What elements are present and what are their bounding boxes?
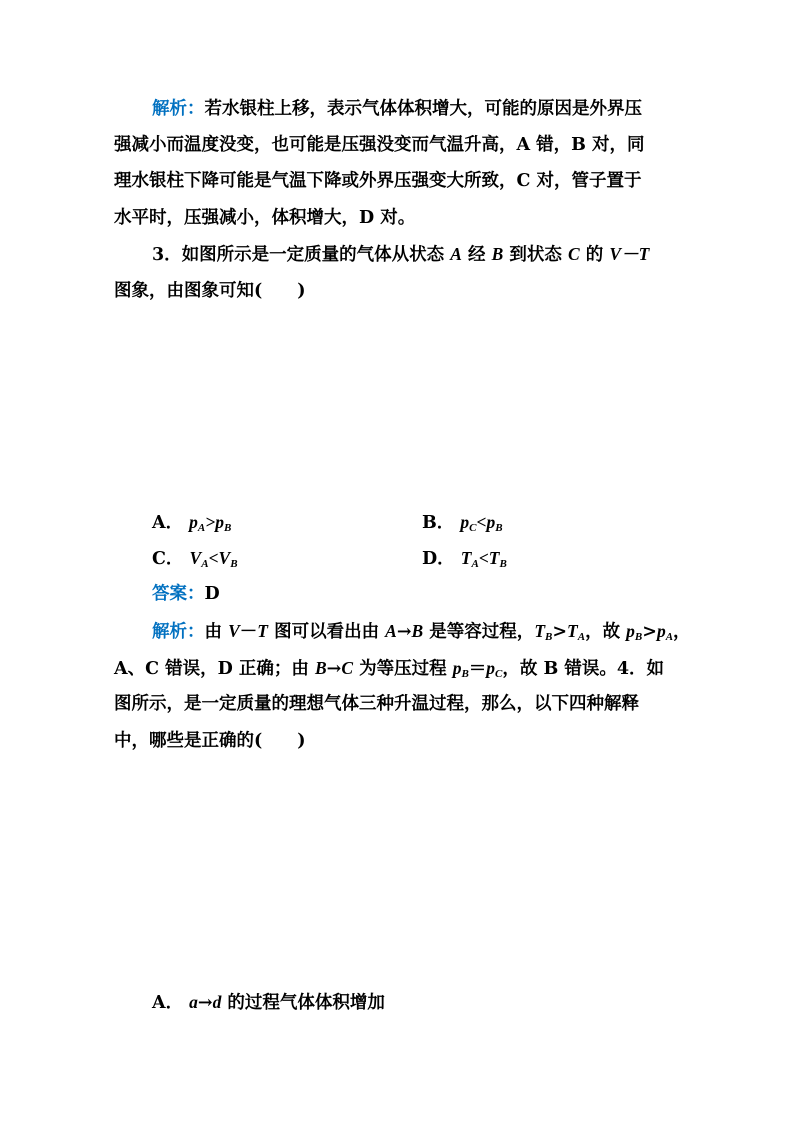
q3-stem-line-1: 3．如图所示是一定质量的气体从状态 A 经 B 到状态 C 的 V－T: [152, 244, 650, 265]
q4-option-a: A． a→d 的过程气体体积增加: [152, 992, 385, 1013]
q3-analysis-line-2: A、C 错误，D 正确；由 B→C 为等压过程 $p_B=p_C$，故 B 错误。4．如: [114, 658, 665, 680]
q2-analysis-line-3: 理水银柱下降可能是气温下降或外界压强变大所致，C 对，管子置于: [114, 171, 642, 191]
q4-stem-line-1: 图所示，是一定质量的理想气体三种升温过程，那么，以下四种解释: [114, 694, 639, 714]
q4-stem-line-2: 中，哪些是正确的( ): [114, 731, 306, 751]
q3-answer: 答案：D: [152, 584, 220, 604]
analysis-label: 解析: [152, 99, 187, 119]
q3-option-b: B． $p_C<p_B$: [422, 512, 503, 534]
q3-option-d: D． $T_A<T_B$: [422, 548, 507, 570]
q3-stem-line-2: 图象，由图象可知( ): [114, 281, 306, 301]
q3-option-a: A． $p_A>p_B$: [152, 512, 232, 534]
q3-analysis-line-1: 解析：由 V－T 图可以看出由 A→B 是等容过程，$T_B>T_A$，故 $p_B>p_A$，: [152, 621, 691, 643]
q2-analysis-line-4: 水平时，压强减小，体积增大，D 对。: [114, 208, 416, 228]
q2-analysis-line-2: 强减小而温度没变，也可能是压强没变而气温升高，A 错，B 对，同: [114, 135, 645, 155]
answer-label: 答案: [152, 584, 187, 604]
answer-value: D: [204, 584, 220, 604]
q2-analysis-text-1: 若水银柱上移，表示气体体积增大，可能的原因是外界压: [204, 99, 642, 119]
q4-number: 4．如: [616, 659, 665, 679]
q2-analysis-line-1: 解析：若水银柱上移，表示气体体积增大，可能的原因是外界压: [152, 99, 642, 119]
q3-number: 3．: [152, 245, 182, 265]
q3-option-c: C． $V_A<V_B$: [152, 548, 238, 570]
